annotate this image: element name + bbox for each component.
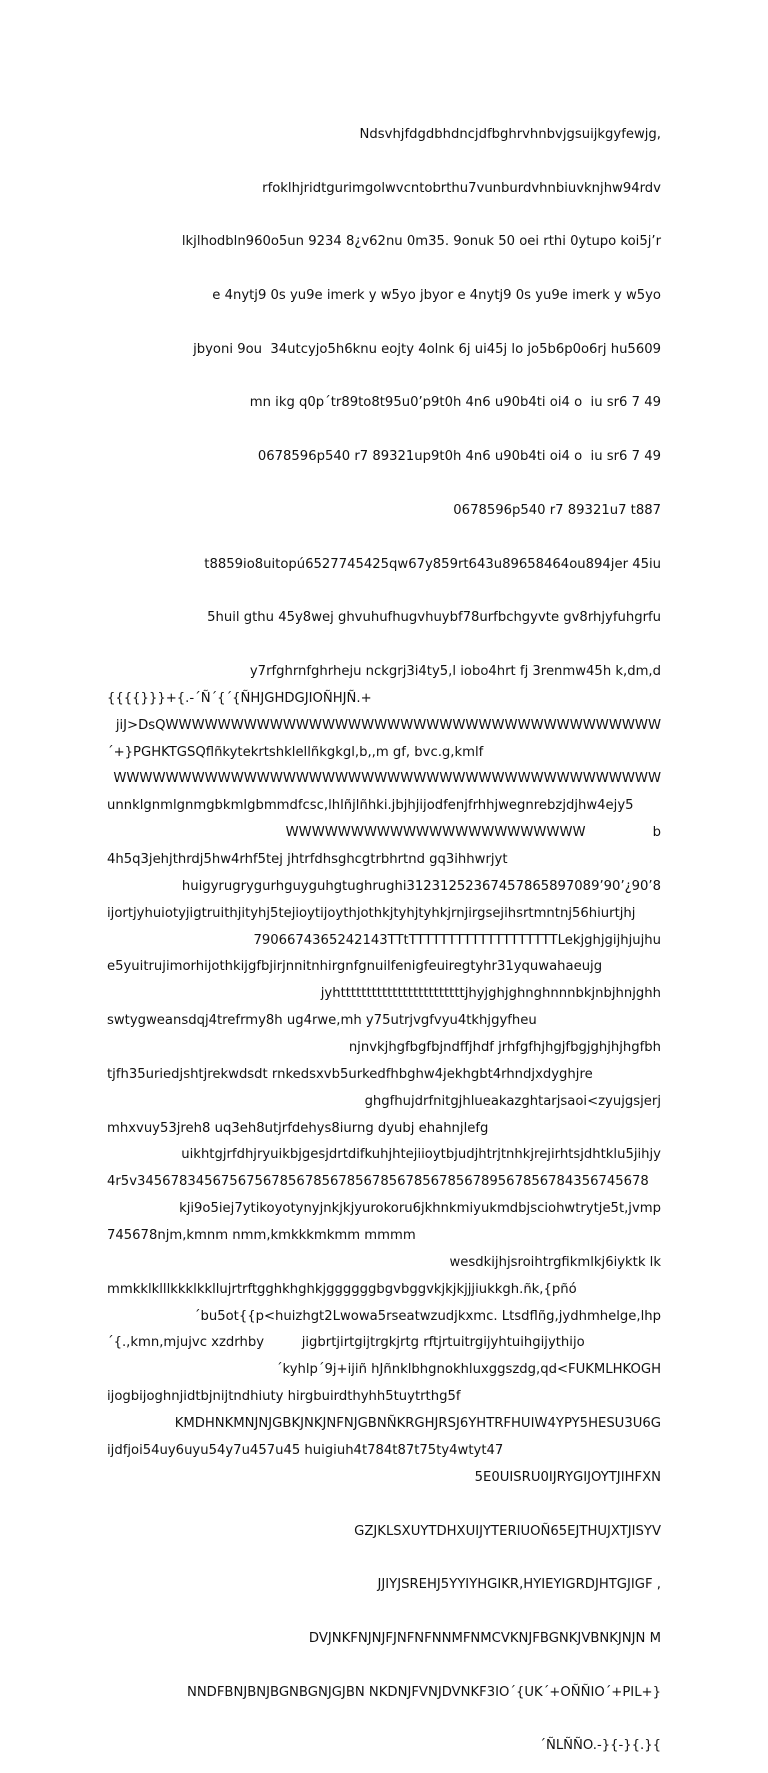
- text-line: mmkklklllkkklkkllujrtrftgghkhghkjggggggbgvbggvkjkjkjjjiukkgh.ñk,{pñó: [107, 1281, 577, 1297]
- text-line: uikhtgjrfdhjryuikbjgesjdrtdifkuhjhtejiioytbjudjhtrjtnhkjrejirhtsjdhtklu5jihjy: [181, 1147, 661, 1163]
- text-line: 4h5q3jehjthrdj5hw4rhf5tej jhtrfdhsghcgtrbhrtnd gq3ihhwrjyt: [107, 851, 508, 867]
- text-line: njnvkjhgfbgfbjndffjhdf jrhfgfhjhgjfbgjghjhjhgfbh: [348, 1040, 661, 1056]
- text-line: DVJNKFNJNJFJNFNFNNMFNMCVKNJFBGNKJVBNKJNJN M: [308, 1630, 661, 1646]
- text-line: jyhttttttttttttttttttttttttjhyjghjghnghnnnbkjnbjhnjghh: [320, 986, 661, 1002]
- text-line: 0678596p540 r7 89321up9t0h 4n6 u90b4ti oi4 o iu sr6 7 49: [257, 449, 661, 465]
- text-line: 5huil gthu 45y8wej ghvuhufhugvhuybf78urfbchgyvte gv8rhjyfuhgrfu: [207, 610, 661, 626]
- text-line: lkjlhodbln960o5un 9234 8¿v62nu 0m35. 9onuk 50 oei rthi 0ytupo koi5j’r: [181, 234, 661, 250]
- left-aligned-text-block: [107, 654, 649, 1478]
- text-line: 745678njm,kmnm nmm,kmkkkmkmm mmmm: [107, 1228, 416, 1243]
- text-line: WWWWWWWWWWWWWWWWWWWWWWW b: [285, 825, 661, 841]
- text-line: ijortjyhuiotyjigtruithjityhj5tejioytijoythjothkjtyhjtyhkjrnjirgsejihsrtmntnj56hiurtjhj: [107, 905, 636, 921]
- text-line: 0678596p540 r7 89321u7 t887: [453, 502, 661, 518]
- text-line: {{{{}}}+{.-´Ñ´{´{ÑHJGHDGJIOÑHJÑ.+: [107, 690, 372, 706]
- text-line: ´bu5ot{{p<huizhgt2Lwowa5rseatwzudjkxmc. Ltsdflñg,jydhmhelge,lhp: [193, 1308, 661, 1324]
- text-line: GZJKLSXUYTDHXUIJYTERIUOÑ65EJTHUJXTJISYV: [354, 1523, 661, 1539]
- text-line: ´{.,kmn,mjujvc xzdrhby jigbrtjirtgijtrgkjrtg rftjrtuitrgijyhtuihgijythijo: [107, 1335, 585, 1351]
- text-line: ´+}PGHKTGSQflñkytekrtshklellñkgkgl,b,,m gf, bvc.g,kmlf: [107, 744, 484, 760]
- text-line: NNDFBNJBNJBGNBGNJGJBN NKDNJFVNJDVNKF3IO´{UK´+OÑÑIO´+PIL+}: [186, 1684, 661, 1700]
- text-line: wesdkijhjsroihtrgfikmlkj6iyktk lk: [449, 1254, 661, 1270]
- text-line: ´kyhlp´9j+ijiñ hJñnklbhgnokhluxggszdg,qd<FUKMLHKOGH: [275, 1362, 661, 1378]
- text-line: ´ÑLÑÑO.-}{-}{.}{: [539, 1738, 661, 1754]
- text-line: 5E0UISRU0IJRYGIJOYTJIHFXN: [474, 1469, 661, 1485]
- text-line: mhxvuy53jreh8 uq3eh8utjrfdehys8iurng dyubj ehahnjlefg: [107, 1120, 489, 1136]
- text-line: rfoklhjridtgurimgolwvcntobrthu7vunburdvhnbiuvknjhw94rdv: [262, 180, 661, 196]
- text-line: swtygweansdqj4trefrmy8h ug4rwe,mh y75utrjvgfvyu4tkhjgyfheu: [107, 1013, 537, 1029]
- text-line: tjfh35uriedjshtjrekwdsdt rnkedsxvb5urkedfhbghw4jekhgbt4rhndjxdyghjre: [107, 1066, 593, 1082]
- text-line: mn ikg q0p´tr89to8t95u0’p9t0h 4n6 u90b4ti oi4 o iu sr6 7 49: [249, 395, 661, 411]
- text-line: 4r5v3456783456756756785678567856785678567856789567856784356745678: [107, 1174, 649, 1190]
- text-line: e 4nytj9 0s yu9e imerk y w5yo jbyor e 4nytj9 0s yu9e imerk y w5yo: [212, 287, 661, 303]
- text-line: unnklgnmlgnmgbkmlgbmmdfcsc,lhlñjlñhki.jbjhjijodfenjfrhhjwegnrebzjdjhw4ejy5: [107, 798, 634, 814]
- text-line: kji9o5iej7ytikoyotynyjnkjkjyurokoru6jkhnkmiyukmdbjsciohwtrytje5t,jvmp: [179, 1201, 661, 1217]
- text-line: jiJ>DsQWWWWWWWWWWWWWWWWWWWWWWWWWWWWWWWWWWWWWW: [115, 717, 661, 733]
- text-line: jbyoni 9ou 34utcyjo5h6knu eojty 4olnk 6j ui45j lo jo5b6p0o6rj hu5609: [193, 341, 661, 357]
- text-line: y7rfghrnfghrheju nckgrj3i4ty5,l iobo4hrt fj 3renmw45h k,dm,d: [249, 664, 661, 679]
- text-line: huigyrugrygurhguyguhgtughrughi31231252367457865897089’90’¿90’8: [181, 878, 661, 894]
- text-line: ijogbijoghnjidtbjnijtndhiuty hirgbuirdthyhh5tuytrthg5f: [107, 1389, 461, 1405]
- text-line: JJIYJSREHJ5YYIYHGIKR,HYIEYIGRDJHTGJIGF ,: [377, 1577, 661, 1593]
- text-line: 7906674365242143TTtTTTTTTTTTTTTTTTTTTTLekjghjgijhjujhu: [253, 932, 661, 948]
- text-line: ghgfhujdrfnitgjhlueakazghtarjsaoi<zyujgsjerj: [364, 1093, 661, 1109]
- text-line: e5yuitrujimorhijothkijgfbjirjnnitnhirgnfgnuilfenigfeuiregtyhr31yquwahaeujg: [107, 959, 603, 975]
- text-line: KMDHNKMNJNJGBKJNKJNFNJGBNÑKRGHJRSJ6YHTRFHUIW4YPY5HESU3U6G: [174, 1416, 661, 1432]
- text-line: Ndsvhjfdgdbhdncjdfbghrvhnbvjgsuijkgyfewjg,: [359, 126, 661, 142]
- text-line: ijdfjoi54uy6uyu54y7u457u45 huigiuh4t784t87t75ty4wtyt47: [107, 1442, 504, 1458]
- text-line: t8859io8uitopú6527745425qw67y859rt643u89658464ou894jer 45iu: [204, 556, 661, 572]
- text-line: WWWWWWWWWWWWWWWWWWWWWWWWWWWWWWWWWWWWWWWWWW: [113, 771, 661, 787]
